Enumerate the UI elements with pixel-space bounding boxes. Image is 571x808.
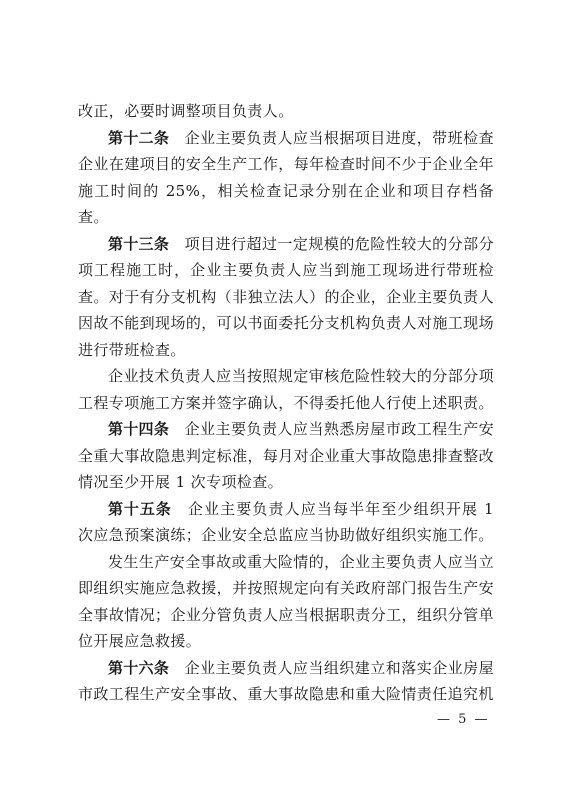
- paragraph: [78, 125, 494, 231]
- paragraph-text: 企业主要负责人应当根据项目进度，带班检查企业在建项目的安全生产工作，每年检查时间不少于企业全年施工时间的 25%，相关检查记录分别在企业和项目存档备查。: [78, 128, 494, 226]
- paragraph: [78, 363, 494, 416]
- article-label: 第十五条: [108, 499, 172, 518]
- paragraph: [78, 655, 494, 708]
- paragraph: [78, 496, 494, 549]
- paragraph: [78, 98, 494, 125]
- paragraph-text: 企业主要负责人应当熟悉房屋市政工程生产安全重大事故隐患判定标准，每月对企业重大事故隐患排查整改情况至少开展 1 次专项检查。: [78, 420, 494, 491]
- paragraph: [78, 549, 494, 655]
- paragraph-text: 企业主要负责人应当每半年至少组织开展 1 次应急预案演练；企业安全总监应当协助做好组织实施工作。: [78, 499, 494, 544]
- page-number: — 5 —: [437, 712, 490, 727]
- article-label: 第十二条: [108, 128, 170, 147]
- paragraph-text: 发生生产安全事故或重大险情的，企业主要负责人应当立即组织实施应急救援，并按照规定向有关政府部门报告生产安全事故情况；企业分管负责人应当根据职责分工，组织分管单位开展应急救援。: [78, 552, 494, 650]
- paragraph: [78, 231, 494, 364]
- paragraph: [78, 416, 494, 496]
- article-label: 第十三条: [108, 234, 170, 253]
- article-label: 第十四条: [108, 420, 170, 438]
- paragraph-text: 改正，必要时调整项目负责人。: [78, 102, 294, 120]
- article-label: 第十六条: [108, 658, 170, 677]
- paragraph-text: 项目进行超过一定规模的危险性较大的分部分项工程施工时，企业主要负责人应当到施工现场进行带班检查。对于有分支机构（非独立法人）的企业，企业主要负责人因故不能到现场的，可以书面委托分支机构负责人对施工现场进行带班检查。: [78, 234, 494, 359]
- paragraph-text: 企业技术负责人应当按照规定审核危险性较大的分部分项工程专项施工方案并签字确认，不得委托他人行使上述职责。: [78, 367, 494, 412]
- paragraph-text: 企业主要负责人应当组织建立和落实企业房屋市政工程生产安全事故、重大事故隐患和重大险情责任追究机: [78, 658, 494, 703]
- document-body: [78, 98, 494, 708]
